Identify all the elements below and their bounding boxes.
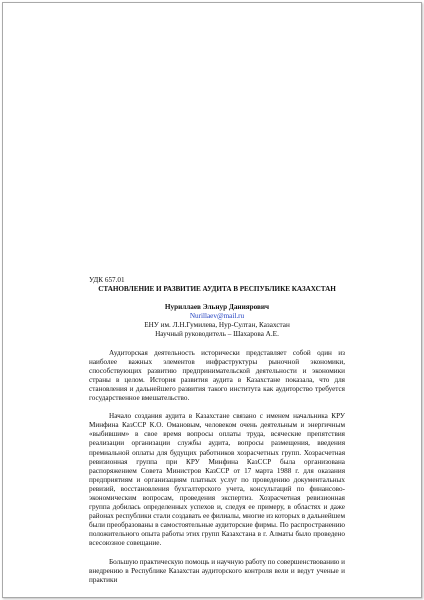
- page-content: [89, 276, 345, 594]
- udk-code: УДК 657.01: [89, 276, 125, 284]
- author-block: [89, 303, 345, 339]
- document-page: [2, 2, 422, 598]
- body-text: [89, 349, 345, 585]
- author-email-link[interactable]: Nurillaev@mail.ru: [189, 312, 245, 321]
- paper-title: СТАНОВЛЕНИЕ И РАЗВИТИЕ АУДИТА В РЕСПУБЛИКЕ КАЗАХСТАН: [98, 285, 336, 294]
- author-name: Нуриллаев Эльнур Даниярович: [164, 303, 270, 312]
- body-paragraph: Начало создания аудита в Казахстане связано с именем начальника КРУ Минфина КазССР К.О. Омановым, человеком очень деятельным и энергичным «выбившим» в свое время вопросы оплаты труда, всяческие препятствия реализации организации службы аудита, вопросы размещения, введения премиальной оплаты для будущих работников хозрасчетных групп. Хозрасчетная ревизионная группа при КРУ Минфина КазССР была организована распоряжением Совета Министров КазССР от 17 марта 1988 г. для оказания предприятиям и организациям платных услуг по проведению документальных ревизий, восстановления бухгалтерского учета, консультаций по финансово-экономическим вопросам, проведения экспертиз. Хозрасчетная ревизионная группа добилась определенных успехов и, следуя ее примеру, в областях и даже районах республики стали создавать ее филиалы, многие из которых в дальнейшем были преобразованы в самостоятельные аудиторские фирмы. По распространению положительного опыта работы этих групп Казахстана в г. Алматы было проведено всесоюзное совещание.: [89, 412, 345, 548]
- scientific-supervisor: Научный руководитель – Шахарова А.Е.: [155, 330, 279, 339]
- body-paragraph: Большую практическую помощь и научную работу по совершенствованию и внедрению в Республике Казахстан аудиторского контроля вели и ведут ученые и практики: [89, 557, 345, 584]
- author-affiliation: ЕНУ им. Л.Н.Гумилева, Нур-Султан, Казахстан: [144, 321, 290, 330]
- body-paragraph: Аудиторская деятельность исторически представляет собой один из наиболее важных элементов инфраструктуры рыночной экономики, способствующих развитию предпринимательской деятельности и экономики страны в целом. История развития аудита в Казахстане показала, что для становления и дальнейшего развития такого института как аудиторство требуется государственное вмешательство.: [89, 348, 345, 403]
